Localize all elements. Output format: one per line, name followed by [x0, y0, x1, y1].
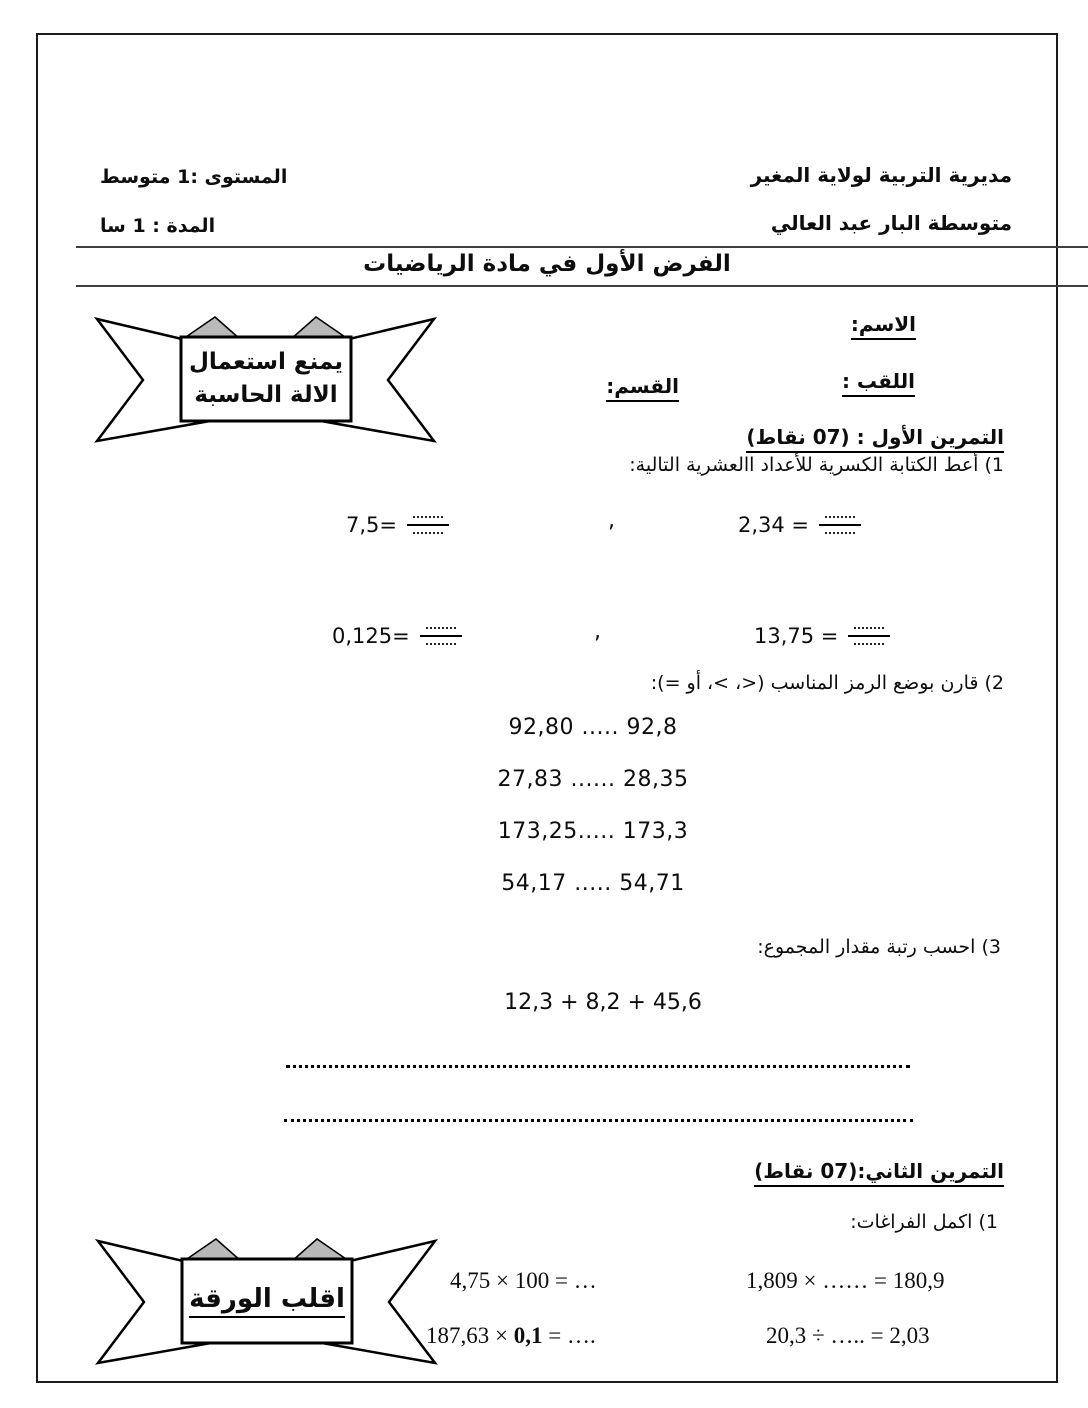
exercise2-question1: 1) اكمل الفراغات:: [850, 1211, 998, 1233]
fraction-item-0-125: [332, 601, 462, 671]
exam-title: الفرض الأول في مادة الرياضيات: [363, 251, 731, 277]
separator-comma: ,: [594, 619, 601, 644]
comparison-row: 92,80 ..... 92,8: [508, 715, 678, 740]
answer-dotted-line: [284, 1119, 913, 1122]
title-divider-bottom: [76, 285, 1088, 287]
exercise2-heading: التمرين الثاني:(07 نقاط): [754, 1159, 1004, 1187]
separator-comma: ,: [608, 508, 615, 533]
fraction-blank: [848, 627, 890, 645]
exercise1-question2: 2) قارن بوضع الرمز المناسب (<، >، أو =):: [650, 672, 1004, 694]
comparison-list: [458, 715, 728, 923]
fraction-label: 13,75 =: [754, 624, 839, 648]
exercise1-question1: 1) أعط الكتابة الكسرية للأعداد االعشرية التالية:: [629, 454, 1004, 476]
school-name-line: متوسطة البار عبد العالي: [770, 211, 1012, 235]
equation-multiply-100: 4,75 × 100 = …: [450, 1268, 597, 1293]
fraction-item-13-75: [754, 601, 890, 671]
header-school-info: [751, 151, 1012, 247]
level-line: المستوى :1 متوسط: [100, 166, 288, 188]
fraction-row-2: [38, 601, 1056, 671]
equation-divide-blank: 20,3 ÷ ….. = 2,03: [766, 1323, 930, 1348]
fraction-item-7-5: [346, 490, 449, 560]
surname-label: اللقب :: [842, 369, 915, 397]
title-divider-top: [76, 246, 1088, 248]
no-calculator-text: يمنع استعمال الالة الحاسبة: [188, 348, 344, 408]
fraction-blank: [420, 627, 462, 645]
fraction-label: 0,125=: [332, 624, 410, 648]
name-label: الاسم:: [851, 312, 916, 340]
no-calculator-banner: [93, 307, 438, 447]
fraction-row-1: [38, 490, 1056, 560]
exercise1-heading: التمرين الأول : (07 نقاط): [746, 425, 1004, 453]
class-label: القسم:: [606, 374, 679, 402]
comparison-row: 173,25..... 173,3: [497, 819, 689, 844]
page-border-frame: [36, 33, 1058, 1383]
answer-dotted-line: [286, 1065, 910, 1068]
duration-line: المدة : 1 سا: [100, 215, 216, 237]
flip-page-banner: [94, 1229, 439, 1369]
comparison-row: 54,17 ..... 54,71: [501, 871, 685, 896]
fraction-item-2-34: [738, 490, 861, 560]
fraction-label: 2,34 =: [738, 513, 810, 537]
education-directorate-line: مديرية التربية لولاية المغير: [750, 163, 1012, 187]
fraction-blank: [407, 516, 449, 534]
comparison-row: 27,83 ...... 28,35: [497, 767, 689, 792]
exercise1-question3: 3) احسب رتبة مقدار المجموع:: [757, 936, 1001, 958]
flip-page-text: اقلب الورقة: [182, 1259, 352, 1343]
equation-multiply-0-1: 187,63 × 0,1 = ….: [426, 1323, 596, 1348]
fraction-blank: [819, 516, 861, 534]
sum-expression: 12,3 + 8,2 + 45,6: [504, 990, 702, 1015]
fraction-label: 7,5=: [346, 513, 397, 537]
header-exam-info: [100, 153, 287, 251]
equation-multiply-blank: 1,809 × …… = 180,9: [746, 1268, 945, 1293]
